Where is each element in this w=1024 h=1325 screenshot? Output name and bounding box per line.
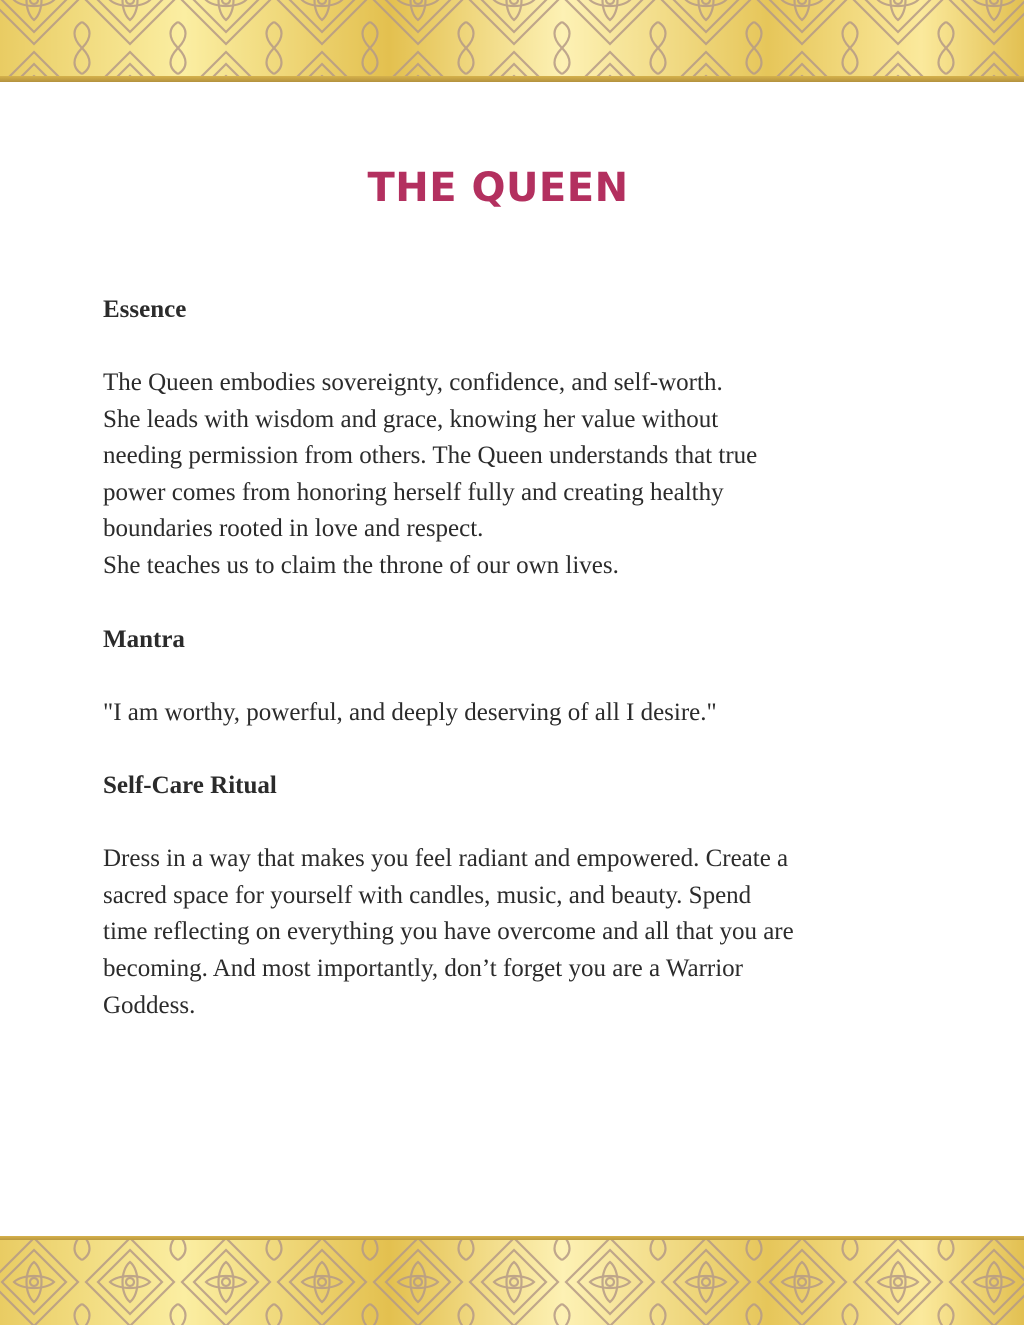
bottom-ornamental-border [0,1240,1024,1325]
page-content [103,292,943,1024]
essence-heading: Essence [103,296,187,323]
essence-line: The Queen embodies sovereignty, confidence, and self-worth. [103,369,723,396]
essence-line: She teaches us to claim the throne of our own lives. [103,551,619,579]
damask-pattern-bottom [0,1240,1024,1325]
essence-line: power comes from honoring herself fully and creating healthy [103,478,724,506]
self-care-line: sacred space for yourself with candles, music, and beauty. Spend [103,881,752,909]
essence-line: boundaries rooted in love and respect. [103,515,484,543]
self-care-heading: Self-Care Ritual [103,772,277,800]
mantra-heading: Mantra [103,625,185,653]
damask-pattern-top [0,0,1024,76]
essence-line: She leads with wisdom and grace, knowing her value without [103,405,719,433]
mantra-line: "I am worthy, powerful, and deeply deserving of all I desire." [103,698,717,726]
self-care-line: becoming. And most importantly, don’t forget you are a Warrior [103,954,743,982]
self-care-line: Dress in a way that makes you feel radiant and empowered. Create a [103,845,789,873]
page-title: THE QUEEN [367,165,629,211]
self-care-line: time reflecting on everything you have overcome and all that you are [103,918,794,946]
self-care-line: Goddess. [103,991,196,1019]
top-border-trim [0,76,1024,82]
essence-line: needing permission from others. The Queen understands that true [103,442,758,470]
top-ornamental-border [0,0,1024,76]
